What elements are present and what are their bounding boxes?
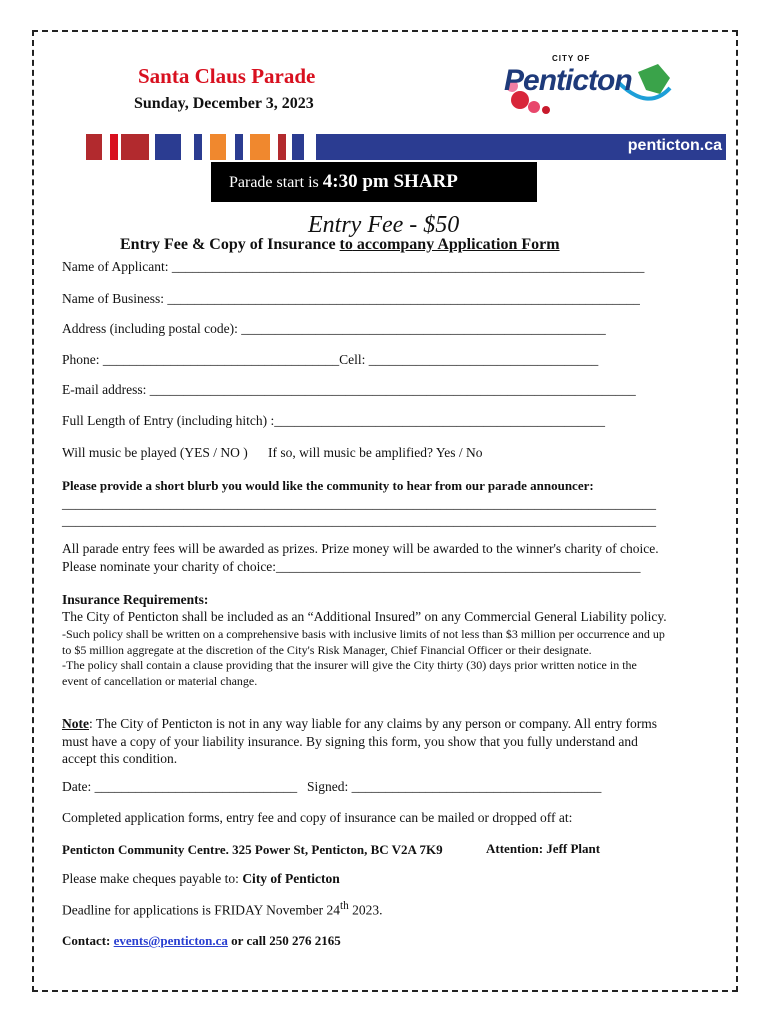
stripe <box>210 134 226 160</box>
date-field[interactable]: Date: ______________________________ <box>62 779 298 794</box>
city-logo <box>498 52 673 122</box>
start-time-prefix: Parade start is <box>229 174 323 191</box>
drop-off-address: Penticton Community Centre. 325 Power St, Penticton, BC V2A 7K9 <box>62 842 443 857</box>
email-field[interactable]: E-mail address: ________________________________________________________________________ <box>62 382 636 397</box>
fee-note-underlined: to <box>339 236 353 253</box>
logo-wordmark: Penticton <box>504 64 632 97</box>
stripe <box>110 134 118 160</box>
music-question[interactable]: Will music be played (YES / NO ) <box>62 445 248 460</box>
website-label: penticton.ca <box>627 137 722 154</box>
stripe <box>250 134 270 160</box>
attention-contact: Attention: Jeff Plant <box>486 841 601 856</box>
stripe <box>278 134 286 160</box>
contact-email-link[interactable]: events@penticton.ca <box>113 933 228 948</box>
contact-line <box>62 933 341 949</box>
note-text: accept this condition. <box>62 751 178 766</box>
deadline-line <box>62 900 382 919</box>
signature-field[interactable]: Signed: _____________________________________ <box>307 779 602 794</box>
note-line <box>62 716 657 732</box>
insurance-line: event of cancellation or material change. <box>62 674 258 688</box>
stripe <box>235 134 243 160</box>
contact-label: Contact: <box>62 933 114 948</box>
fee-note-underlined: accompany Application Form <box>352 236 560 253</box>
note-text: must have a copy of your liability insurance. By signing this form, you show that you fully understand and <box>62 734 638 749</box>
stripe <box>86 134 102 160</box>
deadline-text: Deadline for applications is FRIDAY November 24 <box>62 902 340 918</box>
page-title: Santa Claus Parade <box>138 64 316 88</box>
deadline-sup: th <box>339 900 349 912</box>
insurance-line: -The policy shall contain a clause providing that the insurer will give the City thirty (30) days prior written notice in the <box>62 658 637 672</box>
entry-fee-heading: Entry Fee - $50 <box>308 212 460 238</box>
fee-note-part: Entry Fee & Copy of Insurance <box>120 236 340 253</box>
phone-cell-field[interactable]: Phone: ___________________________________Cell: __________________________________ <box>62 352 599 367</box>
contact-phone: or call 250 276 2165 <box>227 933 341 948</box>
note-label: Note <box>62 716 89 731</box>
applicant-field[interactable]: Name of Applicant: ______________________________________________________________________ <box>62 259 645 274</box>
note-text: : The City of Penticton is not in any way liable for any claims by any person or company. All entry forms <box>89 716 658 731</box>
cheques-text: Please make cheques payable to: <box>62 871 243 886</box>
start-time-value: 4:30 pm SHARP <box>322 171 458 192</box>
event-date: Sunday, December 3, 2023 <box>134 95 314 112</box>
insurance-line: -Such policy shall be written on a comprehensive basis with inclusive limits of not less than $3 million per occurrence and up <box>62 627 665 641</box>
cheques-payee: City of Penticton <box>242 871 340 886</box>
stripe <box>194 134 202 160</box>
prizes-text: All parade entry fees will be awarded as prizes. Prize money will be awarded to the winner's charity of choice. <box>62 541 659 556</box>
start-time-banner <box>211 162 537 202</box>
amplified-question[interactable]: If so, will music be amplified? Yes / No <box>268 445 483 460</box>
blurb-line-2[interactable]: ________________________________________________________________________________________ <box>62 513 656 528</box>
stripe <box>292 134 304 160</box>
blurb-line-1[interactable]: ________________________________________________________________________________________ <box>62 496 656 511</box>
business-field[interactable]: Name of Business: ______________________________________________________________________ <box>62 291 640 306</box>
submission-instructions: Completed application forms, entry fee and copy of insurance can be mailed or dropped off at: <box>62 810 573 825</box>
logo-city-of: CITY OF <box>552 54 591 63</box>
deadline-year: 2023. <box>348 902 383 918</box>
insurance-line: The City of Penticton shall be included as an “Additional Insured” on any Commercial General Liability policy. <box>62 609 667 624</box>
insurance-heading: Insurance Requirements: <box>62 592 209 607</box>
blurb-prompt: Please provide a short blurb you would like the community to hear from our parade announcer: <box>62 478 594 493</box>
address-field[interactable]: Address (including postal code): ______________________________________________________ <box>62 321 606 336</box>
cheques-line <box>62 871 340 887</box>
entry-length-field[interactable]: Full Length of Entry (including hitch) :_________________________________________________ <box>62 413 605 428</box>
insurance-line: to $5 million aggregate at the discretion of the City's Risk Manager, Chief Financial Officer or their designate. <box>62 643 592 657</box>
charity-field[interactable]: Please nominate your charity of choice:______________________________________________________ <box>62 559 641 574</box>
stripe <box>121 134 149 160</box>
entry-fee-note <box>120 236 560 254</box>
stripe <box>155 134 181 160</box>
